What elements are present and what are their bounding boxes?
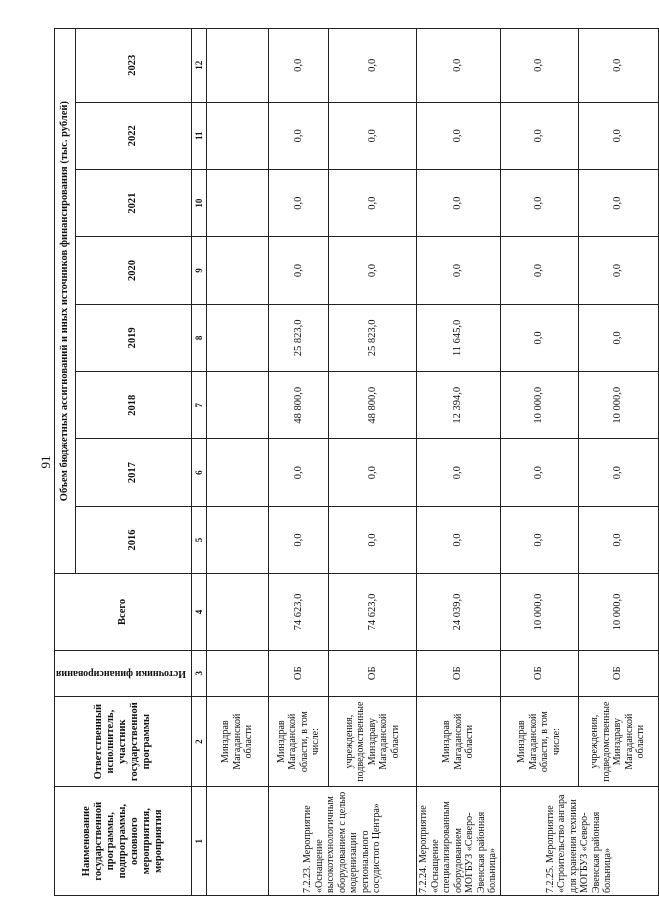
table-row	[207, 29, 269, 896]
column-number: 1	[192, 787, 207, 896]
row-value: 0,0	[578, 102, 658, 169]
row-value: 0,0	[500, 29, 578, 103]
column-number: 11	[192, 102, 207, 169]
column-number: 7	[192, 372, 207, 439]
column-number: 6	[192, 439, 207, 506]
row-value: 0,0	[269, 102, 329, 169]
row-value: 0,0	[269, 237, 329, 304]
row-value: 12 394,0	[417, 372, 501, 439]
row-executor: учреждения, подведомственные Минздраву Магаданской области	[578, 696, 658, 787]
row-value: 0,0	[500, 506, 578, 573]
row-value: 0,0	[578, 169, 658, 236]
column-number: 10	[192, 169, 207, 236]
header-name: Наименование государственной программы, подпрограммы, основного мероприятия, мероприятия	[55, 787, 192, 896]
row-value: 0,0	[500, 304, 578, 371]
row-total: 24 039,0	[417, 574, 501, 650]
row-value	[207, 439, 269, 506]
row-value	[207, 237, 269, 304]
header-funding-group: Объем бюджетных ассигнований и иных источников финансирования (тыс. рублей)	[55, 29, 76, 574]
row-source: ОБ	[578, 650, 658, 696]
column-number: 4	[192, 574, 207, 650]
header-year: 2016	[75, 506, 192, 573]
row-value: 0,0	[578, 506, 658, 573]
row-value	[207, 506, 269, 573]
row-value: 0,0	[417, 439, 501, 506]
row-value: 0,0	[500, 237, 578, 304]
header-year: 2019	[75, 304, 192, 371]
row-value: 48 800,0	[269, 372, 329, 439]
row-value: 25 823,0	[269, 304, 329, 371]
row-executor: Минздрав Магаданской области	[207, 696, 269, 787]
column-number: 2	[192, 696, 207, 787]
column-number-row	[192, 29, 207, 896]
row-value: 0,0	[417, 102, 501, 169]
header-source	[55, 650, 192, 696]
row-value: 0,0	[329, 102, 417, 169]
row-executor: Минздрав Магаданской области	[417, 696, 501, 787]
column-number: 3	[192, 650, 207, 696]
column-number: 8	[192, 304, 207, 371]
row-name	[207, 787, 269, 896]
header-year: 2017	[75, 439, 192, 506]
row-value	[207, 169, 269, 236]
table-row	[269, 29, 329, 896]
table-row	[417, 29, 501, 896]
header-year: 2020	[75, 237, 192, 304]
row-source	[207, 650, 269, 696]
row-value: 0,0	[329, 506, 417, 573]
header-year: 2023	[75, 29, 192, 103]
row-executor: Минздрав Магаданской области, в том числе:	[269, 696, 329, 787]
row-value: 11 645,0	[417, 304, 501, 371]
row-value: 0,0	[578, 439, 658, 506]
row-value	[207, 102, 269, 169]
row-value: 0,0	[329, 237, 417, 304]
row-total: 74 623,0	[269, 574, 329, 650]
row-total: 74 623,0	[329, 574, 417, 650]
column-number: 9	[192, 237, 207, 304]
table-row	[500, 29, 578, 896]
row-value: 0,0	[578, 304, 658, 371]
header-year: 2018	[75, 372, 192, 439]
row-value: 0,0	[269, 506, 329, 573]
row-value: 0,0	[500, 439, 578, 506]
row-value: 0,0	[417, 237, 501, 304]
row-total	[207, 574, 269, 650]
row-value: 0,0	[269, 169, 329, 236]
header-executor: Ответственный исполнитель, участник государственной программы	[55, 696, 192, 787]
row-value: 0,0	[500, 102, 578, 169]
column-number: 5	[192, 506, 207, 573]
row-value: 0,0	[329, 439, 417, 506]
row-source: ОБ	[269, 650, 329, 696]
row-executor: Минздрав Магаданской области, в том числе:	[500, 696, 578, 787]
document-sheet	[36, 28, 647, 896]
row-value: 0,0	[269, 29, 329, 103]
row-name: 7.2.23. Мероприятие «Оснащение высокотехнологичным оборудованием с целью модернизации регионального сосудистого Центра»	[269, 787, 417, 896]
row-name: 7.2.25. Мероприятие «Строительство ангара для хранения техники МОГБУЗ «Северо-Эвенская районная больница»	[500, 787, 658, 896]
header-year: 2022	[75, 102, 192, 169]
page-number: 91	[38, 455, 53, 469]
row-value	[207, 372, 269, 439]
row-value: 0,0	[417, 169, 501, 236]
row-source: ОБ	[500, 650, 578, 696]
row-value: 0,0	[269, 439, 329, 506]
row-value: 0,0	[578, 237, 658, 304]
header-total: Всего	[55, 574, 192, 650]
header-year: 2021	[75, 169, 192, 236]
row-value: 10 000,0	[500, 372, 578, 439]
row-value: 0,0	[417, 506, 501, 573]
row-name: 7.2.24. Мероприятие «Оснащение специализированным оборудованием МОГБУЗ «Северо-Эвенская районная больница»	[417, 787, 501, 896]
row-value: 0,0	[578, 29, 658, 103]
row-executor: учреждения, подведомственные Минздраву Магаданской области	[329, 696, 417, 787]
header-row-top	[55, 29, 76, 896]
column-number: 12	[192, 29, 207, 103]
row-value: 0,0	[500, 169, 578, 236]
header-source-text: Источники финансирования	[56, 667, 186, 679]
row-source: ОБ	[329, 650, 417, 696]
row-source: ОБ	[417, 650, 501, 696]
row-value	[207, 29, 269, 103]
row-value: 25 823,0	[329, 304, 417, 371]
row-total: 10 000,0	[500, 574, 578, 650]
row-value: 48 800,0	[329, 372, 417, 439]
row-value: 0,0	[329, 169, 417, 236]
row-value: 0,0	[417, 29, 501, 103]
table-row	[578, 29, 658, 896]
row-value: 0,0	[329, 29, 417, 103]
row-value	[207, 304, 269, 371]
rotated-page	[36, 28, 647, 896]
row-total: 10 000,0	[578, 574, 658, 650]
table-row	[329, 29, 417, 896]
row-value: 10 000,0	[578, 372, 658, 439]
funding-table	[54, 28, 659, 896]
